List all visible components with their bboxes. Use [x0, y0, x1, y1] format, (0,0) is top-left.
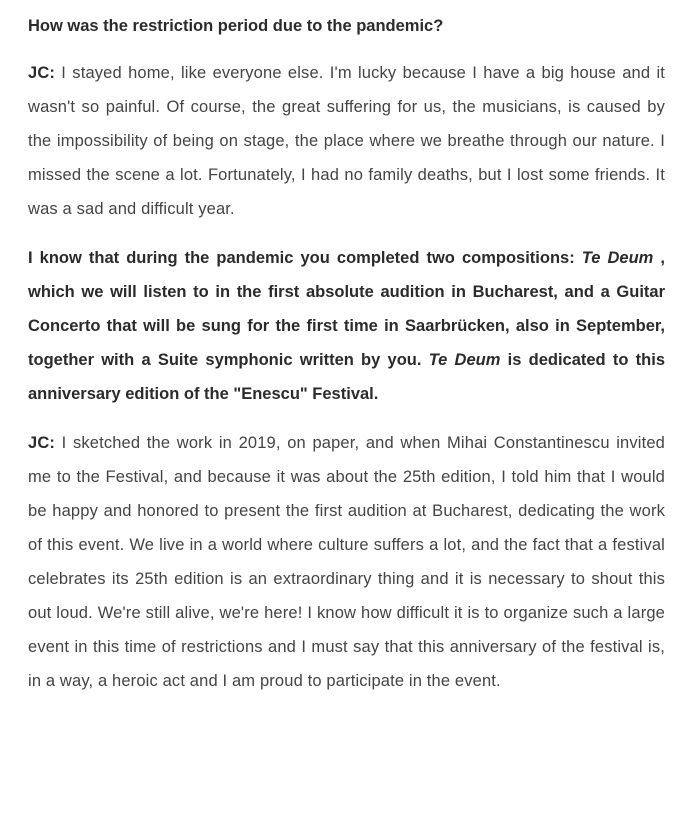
question-compositions — [28, 241, 665, 411]
speaker-label: JC: — [28, 64, 56, 82]
question-text-part: , which we will listen to in the first absolute audition in Bucharest, and a Guitar Concerto that will be sung for the first time in Saarbrücken, also in September, together with a Suite symphonic written by you. — [28, 249, 665, 369]
answer-text: I sketched the work in 2019, on paper, and when Mihai Constantinescu invited me to the Festival, and because it was about the 25th edition, I told him that I would be happy and honored to present the first audition at Bucharest, dedicating the work of this event. We live in a world where culture suffers a lot, and the fact that a festival celebrates its 25th edition is an extraordinary thing and it is necessary to shout this out loud. We're still alive, we're here! I know how difficult it is to organize such a large event in this time of restrictions and I must say that this anniversary of the festival is, in a way, a heroic act and I am proud to participate in the event. — [28, 434, 665, 690]
question-text-part: I know that during the pandemic you completed two compositions: — [28, 249, 582, 267]
answer-text: I stayed home, like everyone else. I'm lucky because I have a big house and it wasn't so painful. Of course, the great suffering for us, the musicians, is caused by the impossibility of being on stage, the place where we breathe through our nature. I missed the scene a lot. Fortunately, I had no family deaths, but I lost some friends. It was a sad and difficult year. — [28, 64, 665, 218]
answer-restriction-period — [28, 56, 665, 226]
question-text: How was the restriction period due to the pandemic? — [28, 17, 444, 35]
work-title-te-deum: Te Deum — [581, 249, 654, 267]
speaker-label: JC: — [28, 434, 56, 452]
answer-compositions — [28, 426, 665, 698]
question-text-part: is dedicated to this anniversary edition of the "Enescu" Festival. — [28, 351, 666, 403]
question-restriction-period — [28, 9, 665, 43]
work-title-te-deum: Te Deum — [428, 351, 501, 369]
